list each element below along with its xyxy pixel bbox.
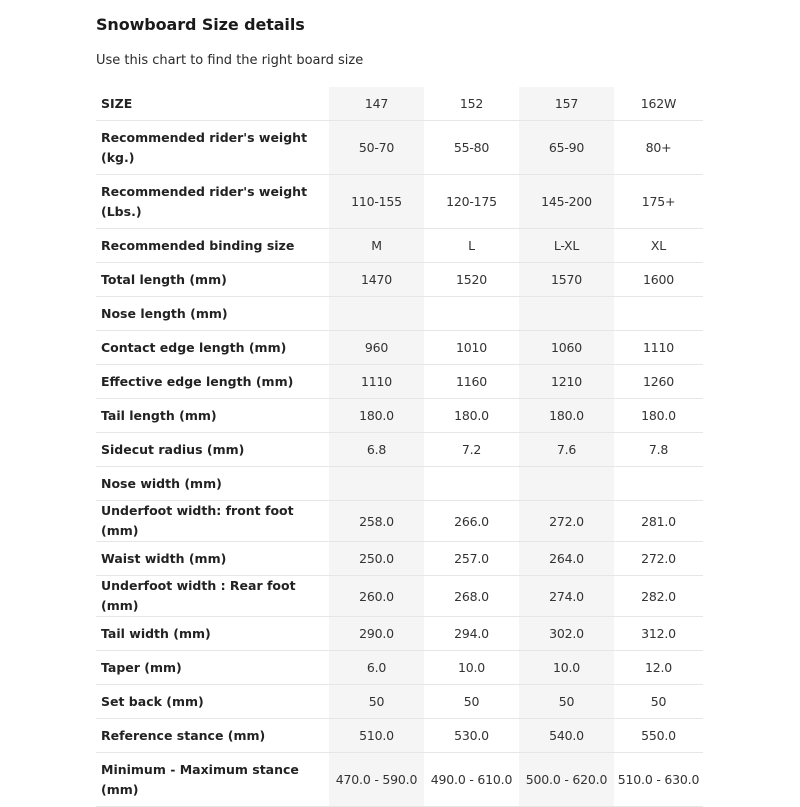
size-value-cell: 147: [329, 87, 424, 121]
size-value-cell: 282.0: [614, 576, 703, 617]
size-value-cell: 490.0 - 610.0: [424, 753, 519, 807]
size-value-cell: 175+: [614, 175, 703, 229]
row-label: Sidecut radius (mm): [96, 433, 329, 467]
size-value-cell: 268.0: [424, 576, 519, 617]
size-value-cell: 272.0: [614, 542, 703, 576]
row-label: Tail length (mm): [96, 399, 329, 433]
size-value-cell: 50: [424, 685, 519, 719]
size-value-cell: 1520: [424, 263, 519, 297]
table-row: [96, 685, 703, 719]
size-value-cell: 1160: [424, 365, 519, 399]
row-label: Taper (mm): [96, 651, 329, 685]
size-value-cell: 180.0: [519, 399, 614, 433]
row-label: Reference stance (mm): [96, 719, 329, 753]
size-value-cell: 260.0: [329, 576, 424, 617]
size-value-cell: 530.0: [424, 719, 519, 753]
size-value-cell: 264.0: [519, 542, 614, 576]
table-row: [96, 263, 703, 297]
page-title: Snowboard Size details: [96, 15, 305, 34]
size-value-cell: 7.6: [519, 433, 614, 467]
size-value-cell: 1470: [329, 263, 424, 297]
size-value-cell: 162W: [614, 87, 703, 121]
size-value-cell: 50: [519, 685, 614, 719]
row-label: Minimum - Maximum stance (mm): [96, 753, 329, 807]
size-value-cell: 290.0: [329, 617, 424, 651]
size-value-cell: 145-200: [519, 175, 614, 229]
size-value-cell: 12.0: [614, 651, 703, 685]
row-label: Recommended binding size: [96, 229, 329, 263]
size-value-cell: 7.2: [424, 433, 519, 467]
size-value-cell: 266.0: [424, 501, 519, 542]
size-value-cell: 470.0 - 590.0: [329, 753, 424, 807]
size-value-cell: 180.0: [614, 399, 703, 433]
size-value-cell: 65-90: [519, 121, 614, 175]
size-value-cell: L-XL: [519, 229, 614, 263]
size-value-cell: M: [329, 229, 424, 263]
size-value-cell: 157: [519, 87, 614, 121]
table-row: [96, 542, 703, 576]
table-row: [96, 87, 703, 121]
size-value-cell: 500.0 - 620.0: [519, 753, 614, 807]
size-value-cell: 1110: [329, 365, 424, 399]
size-value-cell: 55-80: [424, 121, 519, 175]
table-row: [96, 297, 703, 331]
row-label: Recommended rider's weight (Lbs.): [96, 175, 329, 229]
row-label: Underfoot width: front foot (mm): [96, 501, 329, 542]
size-value-cell: L: [424, 229, 519, 263]
size-value-cell: 302.0: [519, 617, 614, 651]
size-value-cell: 10.0: [519, 651, 614, 685]
table-row: [96, 753, 703, 807]
table-row: [96, 365, 703, 399]
size-value-cell: 50: [614, 685, 703, 719]
size-value-cell: 257.0: [424, 542, 519, 576]
row-label: SIZE: [96, 87, 329, 121]
table-row: [96, 501, 703, 542]
size-value-cell: 50-70: [329, 121, 424, 175]
size-value-cell: 960: [329, 331, 424, 365]
table-row: [96, 617, 703, 651]
size-value-cell: 50: [329, 685, 424, 719]
row-label: Underfoot width : Rear foot (mm): [96, 576, 329, 617]
row-label: Contact edge length (mm): [96, 331, 329, 365]
size-value-cell: 110-155: [329, 175, 424, 229]
size-value-cell: 1110: [614, 331, 703, 365]
size-value-cell: 294.0: [424, 617, 519, 651]
row-label: Nose length (mm): [96, 297, 329, 331]
size-value-cell: 510.0 - 630.0: [614, 753, 703, 807]
size-value-cell: 6.8: [329, 433, 424, 467]
size-value-cell: 250.0: [329, 542, 424, 576]
row-label: Recommended rider's weight (kg.): [96, 121, 329, 175]
size-value-cell: 540.0: [519, 719, 614, 753]
row-label: Effective edge length (mm): [96, 365, 329, 399]
size-value-cell: 1260: [614, 365, 703, 399]
page-subtitle: Use this chart to find the right board size: [96, 53, 364, 68]
size-value-cell: 1010: [424, 331, 519, 365]
size-value-cell: 6.0: [329, 651, 424, 685]
table-row: [96, 576, 703, 617]
table-row: [96, 719, 703, 753]
size-value-cell: 550.0: [614, 719, 703, 753]
row-label: Nose width (mm): [96, 467, 329, 501]
row-label: Total length (mm): [96, 263, 329, 297]
size-value-cell: [424, 467, 519, 501]
size-value-cell: 7.8: [614, 433, 703, 467]
size-value-cell: [519, 297, 614, 331]
row-label: Waist width (mm): [96, 542, 329, 576]
size-value-cell: 1600: [614, 263, 703, 297]
size-value-cell: [519, 467, 614, 501]
size-value-cell: 80+: [614, 121, 703, 175]
size-value-cell: 281.0: [614, 501, 703, 542]
table-row: [96, 331, 703, 365]
size-value-cell: [329, 467, 424, 501]
size-value-cell: XL: [614, 229, 703, 263]
size-chart-body: [96, 87, 703, 807]
size-chart-table: [96, 87, 703, 807]
row-label: Tail width (mm): [96, 617, 329, 651]
size-value-cell: 10.0: [424, 651, 519, 685]
size-value-cell: 180.0: [424, 399, 519, 433]
table-row: [96, 467, 703, 501]
table-row: [96, 651, 703, 685]
size-value-cell: 120-175: [424, 175, 519, 229]
size-value-cell: 1570: [519, 263, 614, 297]
table-row: [96, 121, 703, 175]
size-value-cell: 180.0: [329, 399, 424, 433]
size-value-cell: [614, 297, 703, 331]
size-value-cell: 274.0: [519, 576, 614, 617]
table-row: [96, 399, 703, 433]
size-value-cell: 152: [424, 87, 519, 121]
size-value-cell: [614, 467, 703, 501]
size-value-cell: 258.0: [329, 501, 424, 542]
size-value-cell: [424, 297, 519, 331]
table-row: [96, 433, 703, 467]
size-value-cell: 272.0: [519, 501, 614, 542]
size-value-cell: 1060: [519, 331, 614, 365]
table-row: [96, 229, 703, 263]
size-value-cell: 1210: [519, 365, 614, 399]
table-row: [96, 175, 703, 229]
size-value-cell: 510.0: [329, 719, 424, 753]
size-value-cell: 312.0: [614, 617, 703, 651]
row-label: Set back (mm): [96, 685, 329, 719]
size-value-cell: [329, 297, 424, 331]
